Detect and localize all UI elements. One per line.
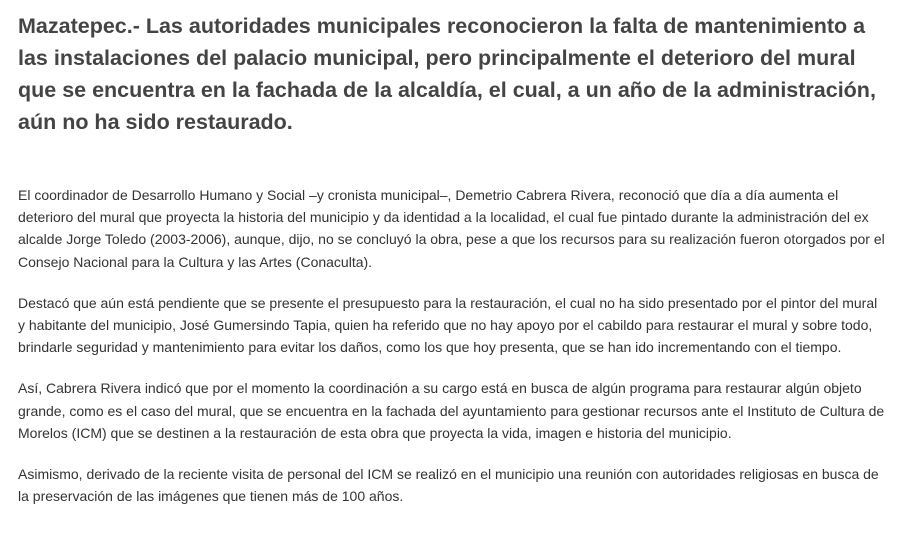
article-paragraph: Destacó que aún está pendiente que se presente el presupuesto para la restauración, el cual no ha sido presentado por el pintor del mural y habitante del municipio, José Gumersindo Tapia, quien ha referido que no hay apoyo por el cabildo para restaurar el mural y sobre todo, brindarle seguridad y mantenimiento para evitar los daños, como los que hoy presenta, que se han ido incrementando con el tiempo. — [18, 294, 878, 356]
article-headline: Mazatepec.- Las autoridades municipales reconocieron la falta de mantenimiento a las instalaciones del palacio municipal, pero principalmente el deterioro del mural que se encuentra en la fachada de la alcaldía, el cual, a un año de la administración, aún no ha sido restaurado. — [18, 14, 876, 134]
article-body — [18, 184, 886, 507]
article-paragraph: Asimismo, derivado de la reciente visita de personal del ICM se realizó en el municipio una reunión con autoridades religiosas en busca de la preservación de las imágenes que tienen más de 100 años. — [18, 466, 879, 505]
article-paragraph: Así, Cabrera Rivera indicó que por el momento la coordinación a su cargo está en busca de algún programa para restaurar algún objeto grande, como es el caso del mural, que se encuentra en la fachada del ayuntamiento para gestionar recursos ante el Instituto de Cultura de Morelos (ICM) que se destinen a la restauración de esta obra que proyecta la vida, imagen e historia del municipio. — [18, 380, 885, 441]
article-paragraph: El coordinador de Desarrollo Humano y Social –y cronista municipal–, Demetrio Cabrera Rivera, reconoció que día a día aumenta el deterioro del mural que proyecta la historia del municipio y da identidad a la localidad, el cual fue pintado durante la administración del ex alcalde Jorge Toledo (2003-2006), aunque, dijo, no se concluyó la obra, pese a que los recursos para su realización fueron otorgados por el Consejo Nacional para la Cultura y las Artes (Conaculta). — [18, 187, 885, 270]
article — [18, 10, 886, 526]
